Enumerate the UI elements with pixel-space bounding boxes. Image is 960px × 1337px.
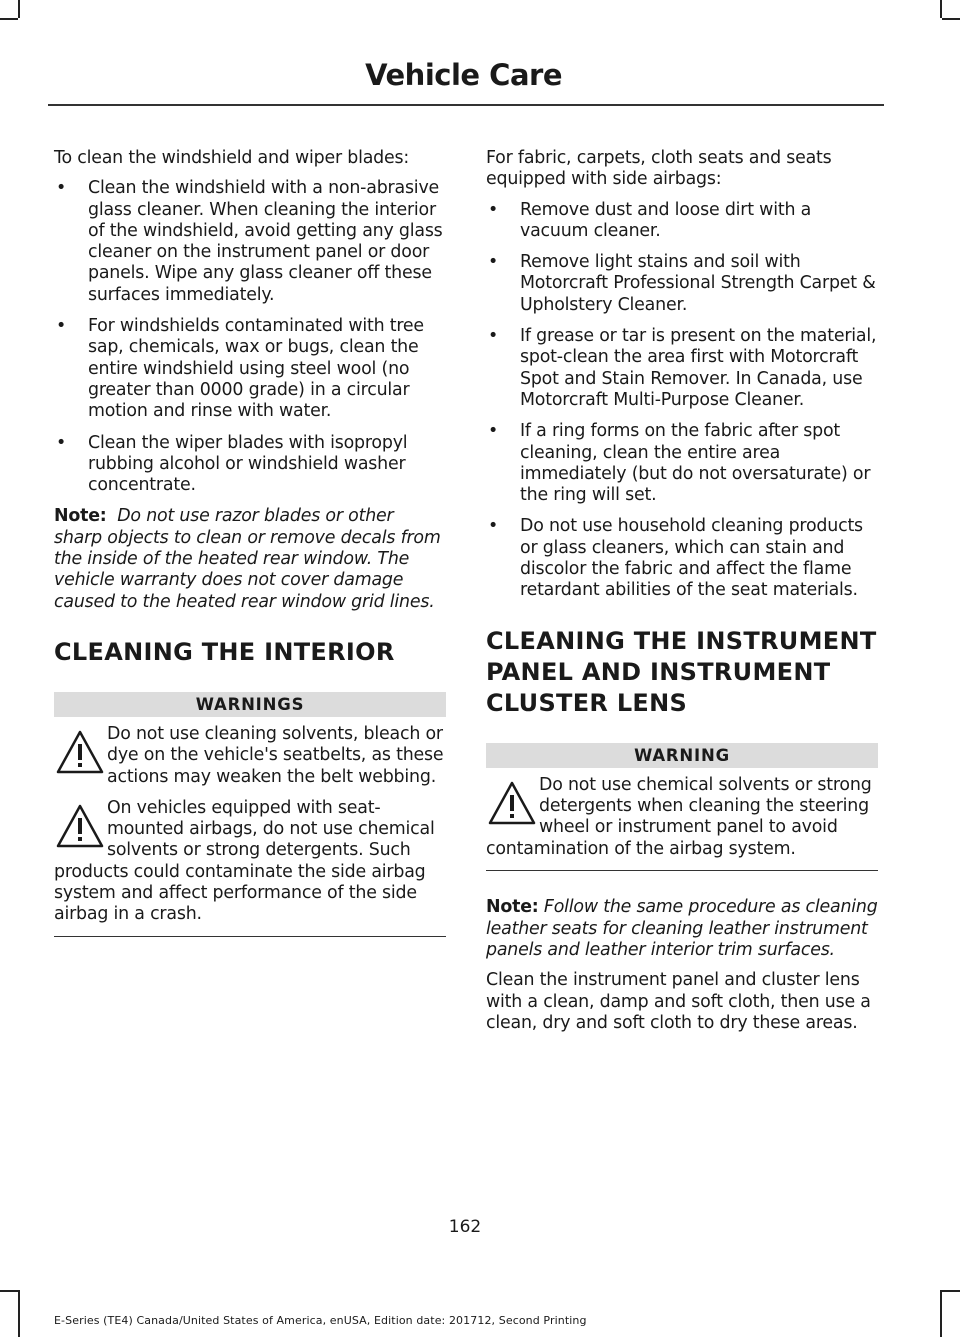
list-item: • For windshields contaminated with tree sap, chemicals, wax or bugs, clean the entire windshield using steel wool (no greater than 0000 grade) in a circular motion and rinse with water.	[54, 316, 446, 422]
header-divider	[48, 104, 884, 106]
crop-mark	[942, 18, 960, 20]
bullet-list	[54, 178, 446, 496]
footer-text: E-Series (TE4) Canada/United States of America, enUSA, Edition date: 201712, Second Printing	[54, 1314, 587, 1327]
warning-text: Do not use chemical solvents or strong detergents when cleaning the steering wheel or instrument panel to avoid contamination of the airbag system.	[486, 774, 872, 859]
warning-item	[486, 775, 878, 860]
warning-text: On vehicles equipped with seat-mounted airbags, do not use chemical solvents or strong detergents. Such products could contaminate the side airbag system and affect performance of the side airbag in a crash.	[54, 797, 435, 925]
page-title: Vehicle Care	[365, 58, 562, 92]
warning-item	[54, 724, 446, 788]
right-column	[486, 148, 878, 1043]
list-item: • Clean the windshield with a non-abrasive glass cleaner. When cleaning the interior of the windshield, avoid getting any glass cleaner on the instrument panel or door panels. Wipe any glass cleaner off these surfaces immediately.	[54, 178, 446, 306]
crop-mark	[940, 1290, 942, 1337]
list-item: • Do not use household cleaning products or glass cleaners, which can stain and discolor the fabric and affect the flame retardant abilities of the seat materials.	[486, 516, 878, 601]
list-item: • If a ring forms on the fabric after spot cleaning, clean the entire area immediately (but do not oversaturate) or the ring will set.	[486, 421, 878, 506]
bullet-list	[486, 200, 878, 602]
crop-mark	[0, 1290, 18, 1292]
note-label: Note:	[486, 897, 539, 918]
warning-heading: WARNING	[486, 743, 878, 768]
note	[486, 897, 878, 961]
crop-mark	[942, 1290, 960, 1292]
note-text: Do not use razor blades or other sharp objects to clean or remove decals from the inside of the heated rear window. The vehicle warranty does not cover damage caused to the heated rear window grid lines.	[54, 506, 441, 612]
intro-text: To clean the windshield and wiper blades:	[54, 148, 410, 168]
crop-mark	[940, 0, 942, 18]
list-item: • If grease or tar is present on the material, spot-clean the area first with Motorcraft Spot and Stain Remover. In Canada, use Motorcraft Multi-Purpose Cleaner.	[486, 326, 878, 411]
warning-triangle-icon	[486, 777, 538, 829]
body-text: Clean the instrument panel and cluster lens with a clean, damp and soft cloth, then use a clean, dry and soft cloth to dry these areas.	[486, 970, 871, 1033]
crop-mark	[0, 18, 18, 20]
section-heading: CLEANING THE INSTRUMENT PANEL AND INSTRUMENT CLUSTER LENS	[486, 626, 877, 717]
warnings-heading: WARNINGS	[54, 692, 446, 717]
page-number: 162	[448, 1217, 482, 1237]
left-column	[54, 148, 446, 963]
list-item: • Remove dust and loose dirt with a vacuum cleaner.	[486, 200, 878, 243]
list-item: • Remove light stains and soil with Motorcraft Professional Strength Carpet & Upholstery Cleaner.	[486, 252, 878, 316]
warning-triangle-icon	[54, 800, 106, 852]
intro-text: For fabric, carpets, cloth seats and seats equipped with side airbags:	[486, 148, 832, 190]
list-item: • Clean the wiper blades with isopropyl rubbing alcohol or windshield washer concentrate.	[54, 433, 446, 497]
warning-divider	[486, 870, 878, 872]
crop-mark	[18, 0, 20, 18]
note-label: Note:	[54, 506, 107, 527]
warning-triangle-icon	[54, 726, 106, 778]
note	[54, 506, 446, 612]
warning-divider	[54, 936, 446, 938]
warning-text: Do not use cleaning solvents, bleach or dye on the vehicle's seatbelts, as these actions may weaken the belt webbing.	[107, 723, 444, 787]
crop-mark	[18, 1290, 20, 1337]
section-heading: CLEANING THE INTERIOR	[54, 637, 395, 666]
note-text: Follow the same procedure as cleaning leather seats for cleaning leather instrument panels and leather interior trim surfaces.	[486, 897, 878, 960]
warning-item	[54, 798, 446, 926]
